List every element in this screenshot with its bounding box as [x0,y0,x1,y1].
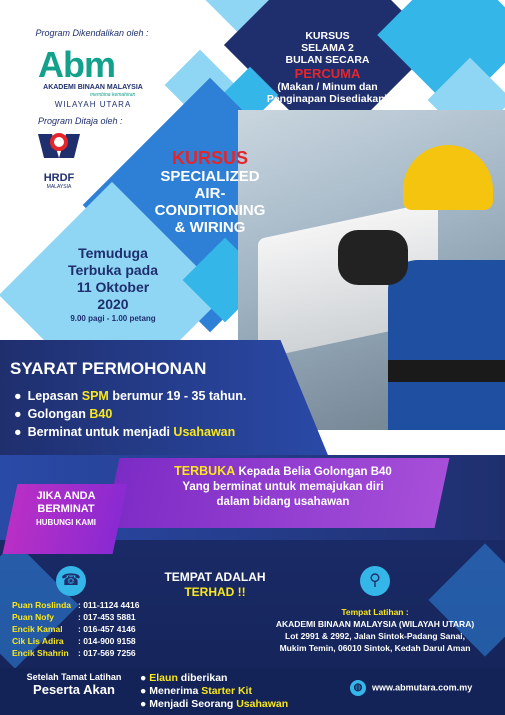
free-label: PERCUMA [294,66,361,81]
interview-line: Terbuka pada [68,262,158,278]
limited-seats: TEMPAT ADALAH TERHAD !! [164,570,266,599]
interview-year: 2020 [97,296,129,312]
course-line: SELAMA 2 [301,42,354,54]
open-banner-text: TERBUKA Kepada Belia Golongan B40 Yang berminat untuk memajukan diri dalam bidang usahawan [174,464,392,508]
technician-shirt [388,260,505,430]
contact-row: Puan Nofy : 017-453 5881 [12,612,136,622]
contact-row: Cik Lis Adira : 014-900 9158 [12,636,136,646]
interview-line: Temuduga [78,245,148,261]
course-note: (Makan / Minum dan Penginapan Disediakan) [266,81,389,105]
contact-row: Encik Kamal : 016-457 4146 [12,624,136,634]
hrdf-label: Program Ditaja oleh : [38,116,123,126]
title-line: & WIRING [174,219,246,236]
course-title [140,148,280,236]
location-pin-icon: ⚲ [360,566,390,596]
benefits-list [140,672,288,711]
contact-row: Puan Roslinda : 011-1124 4416 [12,600,140,610]
requirement-item: ● Berminat untuk menjadi Usahawan [14,425,236,439]
training-location: Tempat Latihan : AKADEMI BINAAN MALAYSIA (WILAYAH UTARA) Lot 2991 & 2992, Jalan Sintok-Padang Sanai, Mukim Temin, 06010 Sintok, Kedah Darul Aman [275,607,475,653]
abm-label: Program Dikendalikan oleh : [35,28,149,38]
abm-region: WILAYAH UTARA [54,100,132,109]
hrdf-emblem-icon [34,130,84,170]
abm-fullname: AKADEMI BINAAN MALAYSIA [43,84,143,91]
contact-row: Encik Shahrin : 017-569 7256 [12,648,136,658]
benefit-item: ● Menjadi Seorang Usahawan [140,698,289,710]
interview-info [48,245,178,325]
interview-time: 9.00 pagi - 1.00 petang [70,314,156,323]
tool-belt [388,360,505,382]
requirement-item: ● Golongan B40 [14,407,113,421]
course-line: KURSUS [305,30,350,42]
abm-tagline: membina kemahiran [90,92,136,98]
title-kursus: KURSUS [171,148,248,168]
phone-icon: ☎ [56,566,86,596]
benefit-item: ● Menerima Starter Kit [140,685,252,697]
hrdf-name: HRDF [43,172,75,184]
abm-logo: Abm [38,44,115,85]
benefit-item: ● Elaun diberikan [140,672,228,684]
cta-text: JIKA ANDA BERMINAT HUBUNGI KAMI [36,490,96,527]
title-line: SPECIALIZED [160,168,260,185]
course-line: BULAN SECARA [285,54,370,66]
requirements-title: SYARAT PERMOHONAN [10,359,207,378]
glove [338,230,408,285]
interview-date: 11 Oktober [76,279,150,295]
footer-heading: Setelah Tamat Latihan Peserta Akan [26,672,122,697]
globe-icon: ◍ [350,680,366,696]
course-duration [265,30,390,105]
requirement-item: ● Lepasan SPM berumur 19 - 35 tahun. [14,389,247,403]
safety-helmet [403,145,493,210]
hrdf-sub: MALAYSIA [46,184,72,190]
title-line: AIR-CONDITIONING [154,185,266,219]
website-link[interactable]: ◍ www.abmutara.com.my [350,680,472,696]
